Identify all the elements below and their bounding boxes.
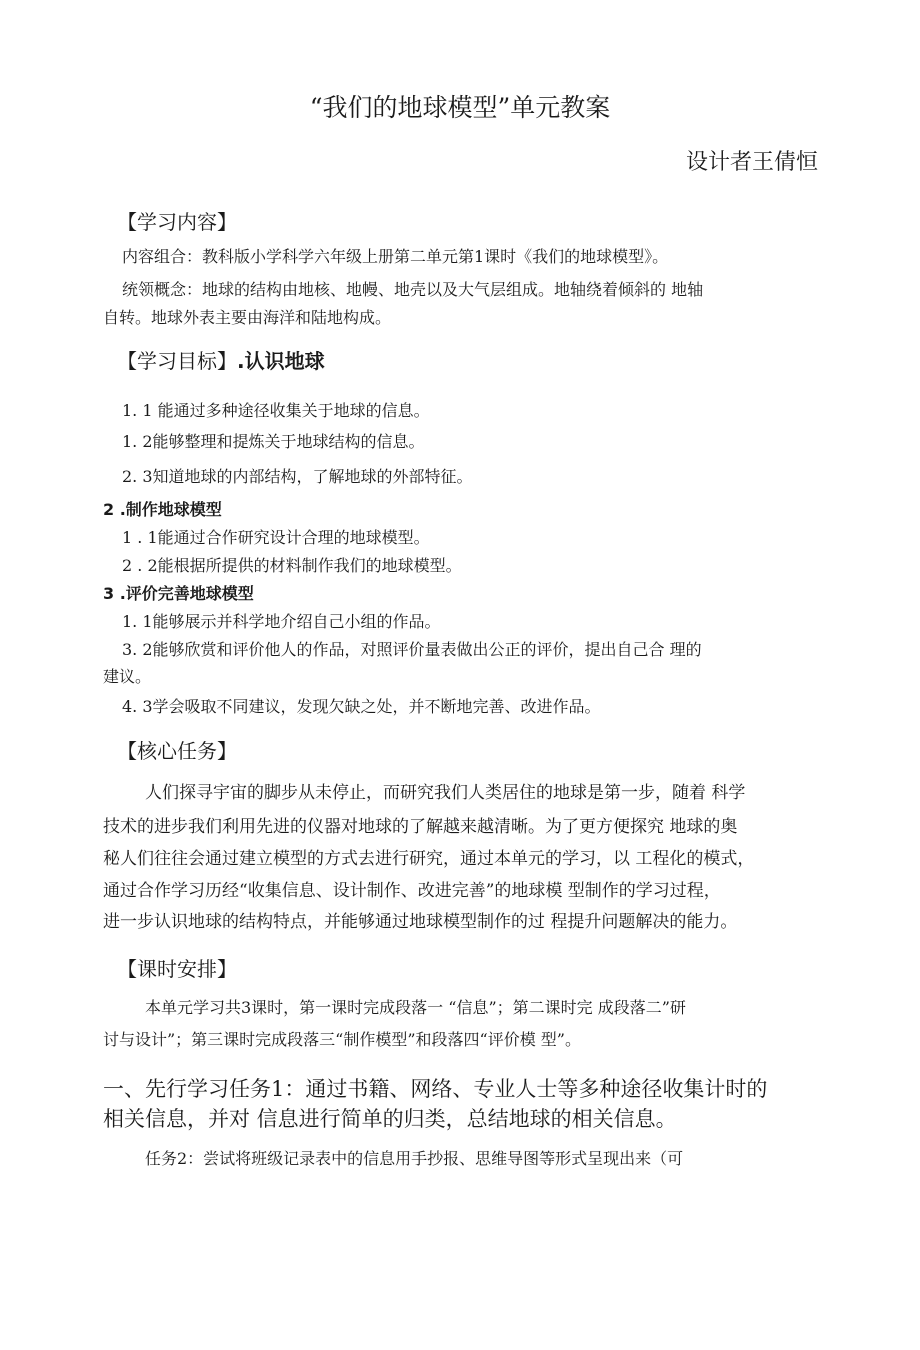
content-concept-line2: 自转。地球外表主要由海洋和陆地构成。 [103, 308, 392, 327]
goals-part3-title: 3 .评价完善地球模型 [103, 584, 254, 603]
section-heading-task: 【核心任务】 [117, 739, 237, 763]
section-heading-schedule: 【课时安排】 [117, 957, 237, 981]
goal-2-2: 2 . 2能根据所提供的材料制作我们的地球模型。 [122, 556, 462, 575]
goal-3-3: 4. 3学会吸取不同建议，发现欠缺之处，并不断地完善、改进作品。 [122, 697, 601, 716]
goal-1-1: 1. 1 能通过多种途径收集关于地球的信息。 [122, 401, 430, 420]
document-title: “我们的地球模型”单元教案 [309, 93, 611, 122]
goal-1-3: 2. 3知道地球的内部结构，了解地球的外部特征。 [122, 467, 473, 486]
content-concept-line1: 统领概念：地球的结构由地核、地幔、地壳以及大气层组成。地轴绕着倾斜的 地轴 [122, 280, 704, 299]
task-paragraph-line2: 技术的进步我们利用先进的仪器对地球的了解越来越清晰。为了更方便探究 地球的奥 [103, 817, 738, 837]
goals-part2-title: 2 .制作地球模型 [103, 500, 222, 519]
task-paragraph-line3: 秘人们往往会通过建立模型的方式去进行研究，通过本单元的学习，以 工程化的模式， [103, 849, 755, 869]
task-paragraph-line4: 通过合作学习历经“收集信息、设计制作、改进完善”的地球模 型制作的学习过程， [103, 881, 721, 901]
goal-1-2: 1. 2能够整理和提炼关于地球结构的信息。 [122, 432, 425, 451]
pre-task2-line: 任务2：尝试将班级记录表中的信息用手抄报、思维导图等形式呈现出来（可 [145, 1149, 684, 1168]
pre-task-line1: 一、先行学习任务1：通过书籍、网络、专业人士等多种途径收集计时的 [103, 1077, 768, 1101]
author-line: 设计者王倩恒 [685, 150, 818, 175]
task-paragraph-line5: 进一步认识地球的结构特点，并能够通过地球模型制作的过 程提升问题解决的能力。 [103, 912, 738, 932]
goal-3-1: 1. 1能够展示并科学地介绍自己小组的作品。 [122, 612, 441, 631]
goal-3-2-line2: 建议。 [103, 667, 152, 686]
section-heading-content: 【学习内容】 [117, 210, 237, 234]
goals-heading: 【学习目标】 [117, 349, 237, 373]
goals-part1-title: .认识地球 [237, 349, 325, 373]
goal-2-1: 1 . 1能通过合作研究设计合理的地球模型。 [122, 528, 430, 547]
pre-task-line2: 相关信息，并对 信息进行简单的归类，总结地球的相关信息。 [103, 1107, 677, 1131]
task-paragraph-line1: 人们探寻宇宙的脚步从未停止，而研究我们人类居住的地球是第一步，随着 科学 [145, 783, 746, 803]
goal-3-2-line1: 3. 2能够欣赏和评价他人的作品，对照评价量表做出公正的评价，提出自己合 理的 [122, 640, 702, 659]
schedule-paragraph-line1: 本单元学习共3课时，第一课时完成段落一 “信息”；第二课时完 成段落二”研 [145, 998, 686, 1017]
schedule-paragraph-line2: 讨与设计”；第三课时完成段落三“制作模型”和段落四“评价模 型”。 [103, 1030, 581, 1049]
section-heading-goals [117, 345, 325, 374]
content-combo: 内容组合：教科版小学科学六年级上册第二单元第1课时《我们的地球模型》。 [122, 247, 669, 266]
